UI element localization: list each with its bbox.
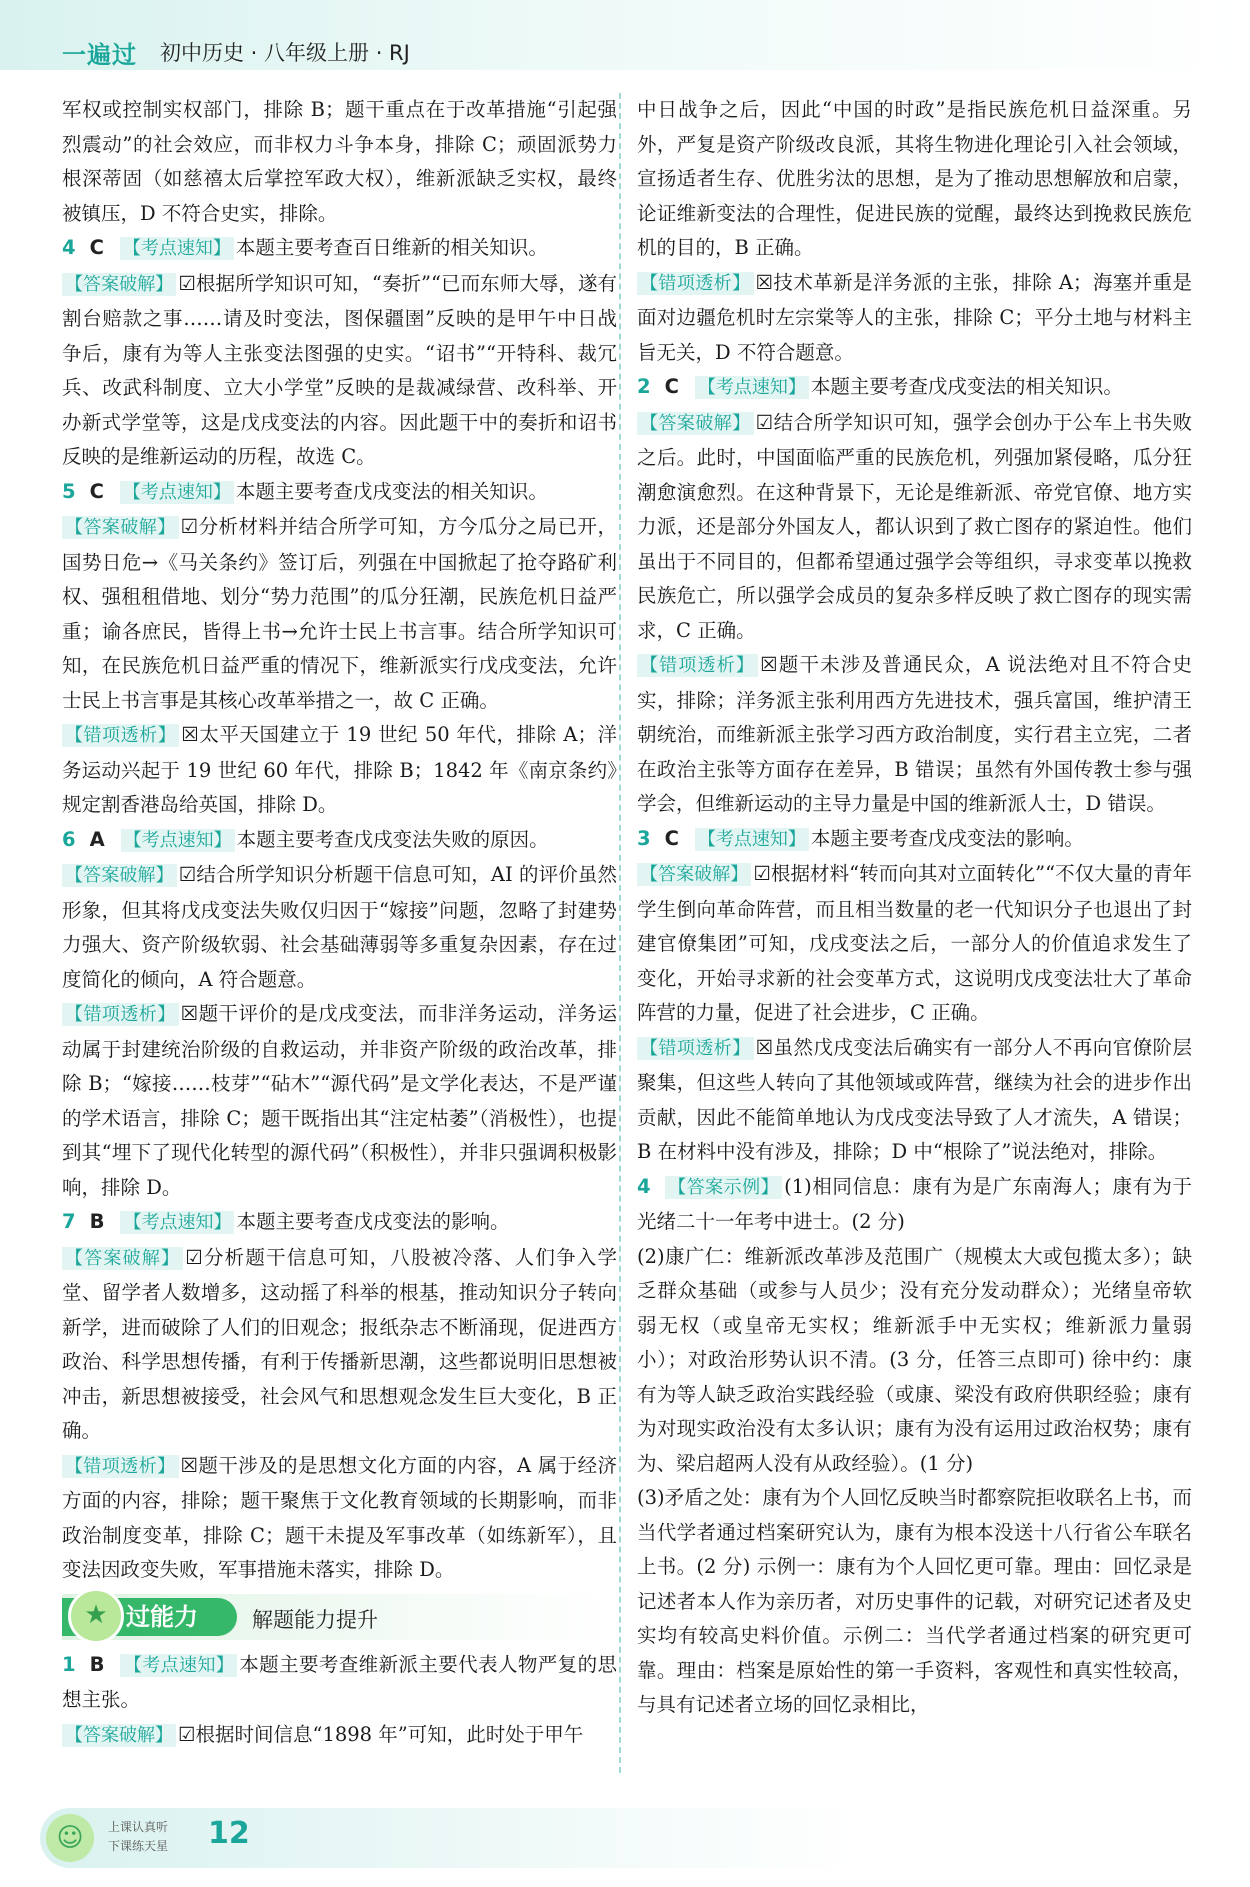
label-tag: 【考点速知】 [695, 828, 809, 851]
slogan-line-2: 下课练天星 [108, 1839, 169, 1853]
paragraph-text: ☑根据所学知识可知，“奏折”“已而东师大辱，遂有割台赔款之事……请及时变法，图保疆圉”反映的是甲午中日战争后，康有为等人主张变法图强的史实。“诏书”“开特科、裁冗兵、改武科制度、立大小学堂”反映的是裁减绿营、改科举、开办新式学堂等，这是戊戌变法的内容。因此题干中的奏折和诏书反映的是维新运动的历程，故选 C。 [62, 271, 618, 468]
paragraph-text: (2)康广仁：维新派改革涉及范围广（规模太大或包揽太多）；缺乏群众基础（或参与人员少；没有充分发动群众）；光绪皇帝软弱无权（或皇帝无实权；维新派手中无实权；维新派力量弱小）；对政治形势认识不清。(3 分，任答三点即可) 徐中约：康有为等人缺乏政治实践经验（或康、梁没有政府供职经验；康有为对现实政治没有太多认识；康有为没有运用过政治权势；康有为、梁启超两人没有从政经验）。(1 分) [637, 1244, 1192, 1475]
paragraph-text: ☒太平天国建立于 19 世纪 50 年代，排除 A；洋务运动兴起于 19 世纪 60 年代，排除 B；1842 年《南京条约》规定割香港岛给英国，排除 D。 [62, 723, 618, 816]
paragraph-text: 本题主要考查戊戌变法的相关知识。 [235, 479, 548, 503]
answer-letter: C [89, 479, 104, 503]
answer-paragraph [62, 1241, 617, 1449]
column-divider [619, 93, 621, 1773]
answer-paragraph [62, 718, 617, 823]
label-tag: 【考点速知】 [120, 1654, 237, 1677]
page-footer [40, 1808, 1210, 1868]
answer-paragraph [62, 1648, 617, 1718]
left-paragraph-list [62, 93, 617, 1588]
answer-paragraph [62, 1449, 617, 1588]
answer-paragraph [637, 266, 1192, 371]
question-number: 6 [62, 827, 76, 851]
label-tag: 【错项透析】 [62, 724, 179, 747]
mascot-star-icon: ★ [68, 1588, 124, 1644]
paragraph-text: ☒题干未涉及普通民众，A 说法绝对且不符合史实，排除；洋务派主张利用西方先进技术，强兵富国，维护清王朝统治，而维新派主张学习西方政治制度，实行君主立宪，二者在政治主张等方面存在差异，B 错误；虽然有外国传教士参与强学会，但维新运动的主导力量是中国的维新派人士，D 错误。 [637, 653, 1192, 815]
paragraph-text: ☑结合所学知识分析题干信息可知，AI 的评价虽然形象，但其将戊戌变法失败仅归因于“嫁接”问题，忽略了封建势力强大、资产阶级软弱、社会基础薄弱等多重复杂因素，存在过度简化的倾向，A 符合题意。 [62, 863, 618, 991]
label-tag: 【错项透析】 [62, 1455, 179, 1478]
label-tag: 【答案破解】 [637, 412, 754, 435]
answer-paragraph [62, 510, 617, 718]
left-column [62, 93, 617, 1753]
answer-letter: B [89, 1652, 105, 1676]
answer-paragraph [637, 648, 1192, 822]
section-banner [62, 1594, 617, 1640]
label-tag: 【考点速知】 [120, 1211, 234, 1234]
answer-paragraph [637, 1170, 1192, 1240]
label-tag: 【考点速知】 [695, 376, 809, 399]
label-tag: 【考点速知】 [120, 237, 234, 260]
paragraph-text: ☒题干评价的是戊戌变法，而非洋务运动，洋务运动属于封建统治阶级的自救运动，并非资产阶级的政治改革，排除 B；“嫁接……枝芽”“砧木”“源代码”是文学化表达，不是严谨的学术语言，排除 C；题干既指出其“注定枯萎”（消极性），也提到其“埋下了现代化转型的源代码”（积极性），并非只强调积极影响，排除 D。 [62, 1002, 617, 1199]
question-number: 5 [62, 479, 76, 503]
label-tag: 【错项透析】 [62, 1003, 179, 1026]
label-tag: 【错项透析】 [637, 272, 754, 295]
answer-paragraph [62, 1205, 617, 1241]
answer-letter: C [664, 826, 679, 850]
answer-paragraph [637, 93, 1192, 266]
right-column [637, 93, 1192, 1723]
answer-paragraph [637, 857, 1192, 1031]
question-number: 1 [62, 1652, 76, 1676]
label-tag: 【考点速知】 [120, 481, 234, 504]
paragraph-text: ☑分析材料并结合所学可知，方今瓜分之局已开，国势日危→《马关条约》签订后，列强在中国掀起了抢夺路矿利权、强租租借地、划分“势力范围”的瓜分狂潮，民族危机日益严重；谕各庶民，皆得上书→允许士民上书言事。结合所学知识可知，在民族危机日益严重的情况下，维新派实行戊戌变法，允许士民上书言事是其核心改革举措之一，故 C 正确。 [62, 515, 617, 712]
label-tag: 【答案破解】 [62, 1724, 176, 1747]
label-tag: 【考点速知】 [121, 829, 235, 852]
question-number: 7 [62, 1210, 76, 1233]
slogan-line-1: 上课认真听 [108, 1820, 169, 1834]
label-tag: 【答案破解】 [62, 864, 177, 887]
answer-paragraph [62, 997, 617, 1205]
answer-paragraph [637, 822, 1192, 858]
paragraph-text: ☑根据材料“转而向其对立面转化”“不仅大量的青年学生倒向革命阵营，而且相当数量的老一代知识分子也退出了封建官僚集团”可知，戊戌变法之后，一部分人的价值追求发生了变化，开始寻求新的社会变革方式，这说明戊戌变法壮大了革命阵营的力量，促进了社会进步，C 正确。 [637, 862, 1193, 1024]
paragraph-text: ☑根据时间信息“1898 年”可知，此时处于甲午 [178, 1722, 584, 1746]
answer-letter: C [89, 236, 104, 259]
answer-paragraph [637, 370, 1192, 406]
paragraph-text: 本题主要考查戊戌变法的影响。 [810, 826, 1084, 850]
label-tag: 【答案破解】 [62, 1247, 183, 1270]
question-number: 4 [62, 236, 76, 259]
paragraph-text: 本题主要考查百日维新的相关知识。 [235, 236, 548, 259]
label-tag: 【错项透析】 [637, 654, 758, 677]
paragraph-text: 本题主要考查戊戌变法的影响。 [236, 1210, 510, 1233]
paragraph-text: 军权或控制实权部门，排除 B；题干重点在于改革措施“引起强烈震动”的社会效应，而非权力斗争本身，排除 C；顽固派势力根深蒂固（如慈禧太后掌控军政大权），维新派缺乏实权，最终被镇压，D 不符合史实，排除。 [62, 98, 617, 225]
paragraph-text: ☑结合所学知识可知，强学会创办于公车上书失败之后。此时，中国面临严重的民族危机，列强加紧侵略，瓜分狂潮愈演愈烈。在这种背景下，无论是维新派、帝党官僚、地方实力派，还是部分外国友人，都认识到了救亡图存的紧迫性。他们虽出于不同目的，但都希望通过强学会等组织，寻求变革以挽救民族危亡，所以强学会成员的复杂多样反映了救亡图存的现实需求，C 正确。 [637, 410, 1192, 642]
brand-logo: 一遍过 [62, 41, 137, 69]
paragraph-text: (1)相同信息：康有为是广东南海人；康有为于光绪二十一年考中进士。(2 分) [637, 1174, 1193, 1233]
label-tag: 【答案破解】 [62, 273, 176, 296]
answer-paragraph [62, 1718, 617, 1754]
answer-paragraph [62, 231, 617, 267]
section-title: 过能力 [126, 1602, 198, 1631]
answer-paragraph [62, 267, 617, 475]
answer-paragraph [637, 406, 1192, 649]
paragraph-text: 本题主要考查戊戌变法的相关知识。 [810, 375, 1123, 398]
right-paragraph-list [637, 93, 1192, 1723]
answer-letter: B [89, 1210, 105, 1233]
paragraph-text: ☒题干涉及的是思想文化方面的内容，A 属于经济方面的内容，排除；题干聚焦于文化教育领域的长期影响，而非政治制度变革，排除 C；题干未提及军事改革（如练新军），且变法因政变失败，军事措施未落实，排除 D。 [62, 1453, 618, 1581]
answer-paragraph [62, 823, 617, 859]
paragraph-text: ☒虽然戊戌变法后确实有一部分人不再向官僚阶层聚集，但这些人转向了其他领域或阵营，继续为社会的进步作出贡献，因此不能简单地认为戊戌变法导致了人才流失，A 错误；B 在材料中没有涉及，排除；D 中“根除了”说法绝对，排除。 [637, 1035, 1192, 1163]
label-tag: 【答案示例】 [665, 1176, 783, 1199]
paragraph-text: 本题主要考查维新派主要代表人物严复的思想主张。 [62, 1652, 617, 1711]
answer-paragraph [62, 93, 617, 231]
section-subtitle: 解题能力提升 [252, 1607, 378, 1632]
answer-letter: A [89, 827, 105, 851]
question-number: 2 [637, 375, 651, 398]
left-after-section-list [62, 1648, 617, 1754]
label-tag: 【答案破解】 [62, 516, 179, 539]
answer-paragraph [62, 475, 617, 511]
mascot-icon: ☺ [46, 1814, 94, 1862]
label-tag: 【答案破解】 [637, 863, 751, 886]
footer-slogan [108, 1818, 168, 1856]
paragraph-text: (3)矛盾之处：康有为个人回忆反映当时都察院拒收联名上书，而当代学者通过档案研究认为，康有为根本没送十八行省公车联名上书。(2 分) 示例一：康有为个人回忆更可靠。理由：回忆录是记述者本人作为亲历者，对历史事件的记载，对研究记述者及史实均有较高史料价值。示例二：当代学者通过档案的研究更可靠。理由：档案是原始性的第一手资料，客观性和真实性较高，与具有记述者立场的回忆录相比， [637, 1486, 1192, 1716]
paragraph-text: 中日战争之后，因此“中国的时政”是指民族危机日益深重。另外，严复是资产阶级改良派，其将生物进化理论引入社会领域，宣扬适者生存、优胜劣汰的思想，是为了推动思想解放和启蒙，论证维新变法的合理性，促进民族的觉醒，最终达到挽救民族危机的目的，B 正确。 [637, 98, 1192, 259]
question-number: 3 [637, 826, 651, 850]
answer-paragraph [637, 1240, 1192, 1482]
book-title: 初中历史 · 八年级上册 · RJ [160, 41, 410, 65]
answer-paragraph [62, 858, 617, 997]
paragraph-text: ☑分析题干信息可知，八股被冷落、人们争入学堂、留学者人数增多，这动摇了科举的根基，推动知识分子转向新学，进而破除了人们的旧观念；报纸杂志不断涌现，促进西方政治、科学思想传播，有利于传播新思潮，这些都说明旧思想被冲击，新思想被接受，社会风气和思想观念发生巨大变化，B 正确。 [62, 1245, 618, 1442]
paragraph-text: ☒技术革新是洋务派的主张，排除 A；海塞并重是面对边疆危机时左宗棠等人的主张，排除 C；平分土地与材料主旨无关，D 不符合题意。 [637, 270, 1193, 364]
answer-paragraph [637, 1031, 1192, 1170]
paragraph-text: 本题主要考查戊戌变法失败的原因。 [236, 827, 549, 851]
label-tag: 【错项透析】 [637, 1037, 754, 1060]
answer-letter: C [664, 375, 679, 398]
page-header [0, 0, 1250, 70]
question-number: 4 [637, 1174, 651, 1198]
answer-paragraph [637, 1481, 1192, 1723]
page-number: 12 [208, 1816, 250, 1851]
